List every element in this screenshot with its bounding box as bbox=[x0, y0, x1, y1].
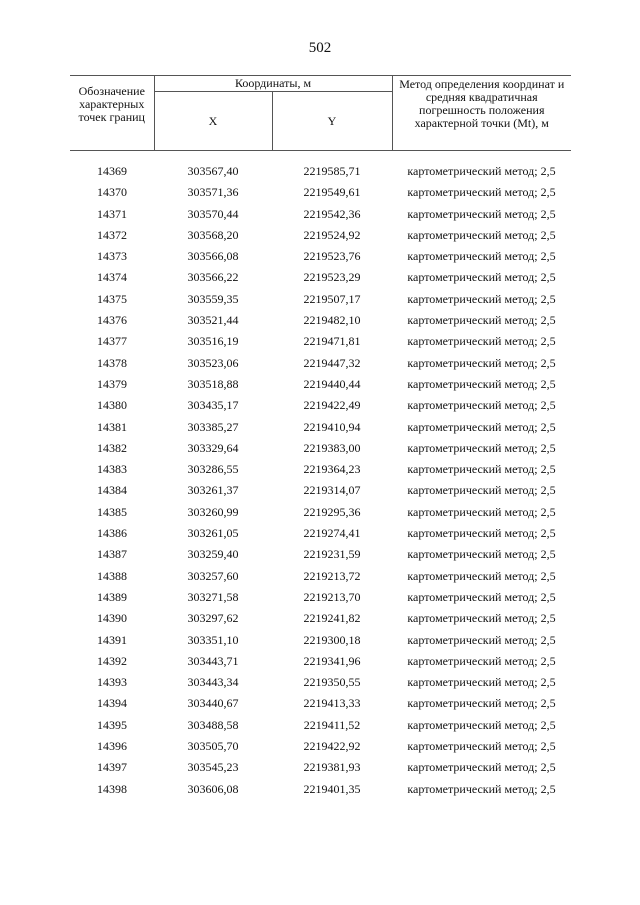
cell-point: 14389 bbox=[97, 589, 127, 604]
cell-point: 14370 bbox=[97, 185, 127, 200]
cell-method: картометрический метод; 2,5 bbox=[407, 653, 556, 668]
table-row bbox=[70, 608, 571, 629]
table-body bbox=[70, 151, 571, 800]
cell-method: картометрический метод; 2,5 bbox=[407, 675, 556, 690]
cell-point: 14393 bbox=[97, 675, 127, 690]
cell-method: картометрический метод; 2,5 bbox=[407, 504, 556, 519]
cell-point: 14376 bbox=[97, 313, 127, 328]
table-row bbox=[70, 587, 571, 608]
header-x: X bbox=[154, 92, 272, 151]
cell-method: картометрический метод; 2,5 bbox=[407, 440, 556, 455]
cell-x: 303261,05 bbox=[187, 526, 239, 541]
cell-x: 303260,99 bbox=[187, 504, 239, 519]
cell-x: 303329,64 bbox=[187, 440, 239, 455]
cell-x: 303567,40 bbox=[187, 164, 239, 178]
cell-y: 2219549,61 bbox=[303, 185, 361, 200]
cell-method: картометрический метод; 2,5 bbox=[407, 376, 556, 391]
table-row bbox=[70, 715, 571, 736]
cell-x: 303351,10 bbox=[187, 632, 239, 647]
cell-point: 14380 bbox=[97, 398, 127, 413]
cell-x: 303566,08 bbox=[187, 249, 239, 264]
cell-x: 303286,55 bbox=[187, 462, 239, 477]
cell-method: картометрический метод; 2,5 bbox=[407, 164, 556, 178]
cell-point: 14388 bbox=[97, 568, 127, 583]
table-row bbox=[70, 374, 571, 395]
cell-method: картометрический метод; 2,5 bbox=[407, 568, 556, 583]
cell-x: 303606,08 bbox=[187, 781, 239, 796]
cell-y: 2219585,71 bbox=[303, 164, 361, 178]
cell-method: картометрический метод; 2,5 bbox=[407, 355, 556, 370]
cell-y: 2219523,29 bbox=[303, 270, 361, 285]
cell-method: картометрический метод; 2,5 bbox=[407, 249, 556, 264]
table-row bbox=[70, 267, 571, 288]
table-row bbox=[70, 672, 571, 693]
cell-x: 303516,19 bbox=[187, 334, 239, 349]
table-row bbox=[70, 544, 571, 565]
cell-point: 14377 bbox=[97, 334, 127, 349]
cell-x: 303443,34 bbox=[187, 675, 239, 690]
table-row bbox=[70, 502, 571, 523]
cell-point: 14392 bbox=[97, 653, 127, 668]
cell-point: 14381 bbox=[97, 419, 127, 434]
table-row bbox=[70, 331, 571, 352]
cell-x: 303259,40 bbox=[187, 547, 239, 562]
cell-y: 2219231,59 bbox=[303, 547, 361, 562]
cell-y: 2219413,33 bbox=[303, 696, 361, 711]
table-row bbox=[70, 779, 571, 800]
table-row bbox=[70, 651, 571, 672]
cell-y: 2219341,96 bbox=[303, 653, 361, 668]
cell-point: 14397 bbox=[97, 760, 127, 775]
cell-method: картометрический метод; 2,5 bbox=[407, 334, 556, 349]
cell-point: 14374 bbox=[97, 270, 127, 285]
cell-method: картометрический метод; 2,5 bbox=[407, 419, 556, 434]
cell-y: 2219364,23 bbox=[303, 462, 361, 477]
cell-point: 14395 bbox=[97, 717, 127, 732]
cell-method: картометрический метод; 2,5 bbox=[407, 760, 556, 775]
header-designation: Обозначение характерных точек границ bbox=[70, 76, 154, 151]
cell-method: картометрический метод; 2,5 bbox=[407, 227, 556, 242]
coordinates-table-container bbox=[70, 75, 571, 800]
coordinates-table bbox=[70, 75, 571, 800]
cell-point: 14390 bbox=[97, 611, 127, 626]
cell-point: 14369 bbox=[97, 164, 127, 178]
table-row bbox=[70, 395, 571, 416]
cell-y: 2219300,18 bbox=[303, 632, 361, 647]
cell-x: 303571,36 bbox=[187, 185, 239, 200]
cell-x: 303545,23 bbox=[187, 760, 239, 775]
table-row bbox=[70, 182, 571, 203]
cell-y: 2219524,92 bbox=[303, 227, 361, 242]
cell-point: 14382 bbox=[97, 440, 127, 455]
cell-y: 2219447,32 bbox=[303, 355, 361, 370]
cell-point: 14394 bbox=[97, 696, 127, 711]
cell-y: 2219241,82 bbox=[303, 611, 361, 626]
cell-x: 303385,27 bbox=[187, 419, 239, 434]
table-row bbox=[70, 353, 571, 374]
cell-y: 2219383,00 bbox=[303, 440, 361, 455]
table-row bbox=[70, 480, 571, 501]
cell-point: 14375 bbox=[97, 291, 127, 306]
table-row bbox=[70, 310, 571, 331]
cell-y: 2219314,07 bbox=[303, 483, 361, 498]
table-row bbox=[70, 736, 571, 757]
cell-x: 303440,67 bbox=[187, 696, 239, 711]
cell-x: 303257,60 bbox=[187, 568, 239, 583]
cell-y: 2219295,36 bbox=[303, 504, 361, 519]
cell-x: 303518,88 bbox=[187, 376, 239, 391]
cell-x: 303297,62 bbox=[187, 611, 239, 626]
table-row bbox=[70, 417, 571, 438]
cell-x: 303435,17 bbox=[187, 398, 239, 413]
cell-x: 303566,22 bbox=[187, 270, 239, 285]
cell-y: 2219274,41 bbox=[303, 526, 361, 541]
table-row bbox=[70, 225, 571, 246]
header-coordinates: Координаты, м bbox=[154, 76, 392, 92]
table-row bbox=[70, 438, 571, 459]
cell-x: 303271,58 bbox=[187, 589, 239, 604]
cell-point: 14391 bbox=[97, 632, 127, 647]
cell-method: картометрический метод; 2,5 bbox=[407, 270, 556, 285]
cell-y: 2219381,93 bbox=[303, 760, 361, 775]
cell-method: картометрический метод; 2,5 bbox=[407, 589, 556, 604]
table-row bbox=[70, 757, 571, 778]
cell-point: 14398 bbox=[97, 781, 127, 796]
cell-y: 2219401,35 bbox=[303, 781, 361, 796]
table-row bbox=[70, 204, 571, 225]
cell-y: 2219422,92 bbox=[303, 739, 361, 754]
cell-method: картометрический метод; 2,5 bbox=[407, 717, 556, 732]
cell-method: картометрический метод; 2,5 bbox=[407, 206, 556, 221]
cell-y: 2219542,36 bbox=[303, 206, 361, 221]
cell-point: 14386 bbox=[97, 526, 127, 541]
table-row bbox=[70, 630, 571, 651]
cell-method: картометрический метод; 2,5 bbox=[407, 398, 556, 413]
cell-y: 2219523,76 bbox=[303, 249, 361, 264]
cell-method: картометрический метод; 2,5 bbox=[407, 696, 556, 711]
cell-x: 303523,06 bbox=[187, 355, 239, 370]
cell-y: 2219213,70 bbox=[303, 589, 361, 604]
cell-y: 2219440,44 bbox=[303, 376, 361, 391]
cell-y: 2219411,52 bbox=[303, 717, 361, 732]
cell-y: 2219482,10 bbox=[303, 313, 361, 328]
cell-x: 303505,70 bbox=[187, 739, 239, 754]
cell-method: картометрический метод; 2,5 bbox=[407, 462, 556, 477]
cell-point: 14385 bbox=[97, 504, 127, 519]
table-header bbox=[70, 76, 571, 151]
cell-point: 14378 bbox=[97, 355, 127, 370]
cell-y: 2219213,72 bbox=[303, 568, 361, 583]
cell-y: 2219471,81 bbox=[303, 334, 361, 349]
table-row bbox=[70, 523, 571, 544]
cell-method: картометрический метод; 2,5 bbox=[407, 526, 556, 541]
cell-method: картометрический метод; 2,5 bbox=[407, 739, 556, 754]
cell-x: 303521,44 bbox=[187, 313, 239, 328]
cell-point: 14387 bbox=[97, 547, 127, 562]
cell-point: 14396 bbox=[97, 739, 127, 754]
header-y: Y bbox=[272, 92, 392, 151]
cell-method: картометрический метод; 2,5 bbox=[407, 313, 556, 328]
page-number: 502 bbox=[308, 40, 332, 56]
cell-y: 2219422,49 bbox=[303, 398, 361, 413]
cell-y: 2219410,94 bbox=[303, 419, 361, 434]
cell-method: картометрический метод; 2,5 bbox=[407, 291, 556, 306]
cell-x: 303488,58 bbox=[187, 717, 239, 732]
cell-method: картометрический метод; 2,5 bbox=[407, 547, 556, 562]
cell-point: 14371 bbox=[97, 206, 127, 221]
cell-point: 14383 bbox=[97, 462, 127, 477]
cell-method: картометрический метод; 2,5 bbox=[407, 611, 556, 626]
header-method: Метод определения координат и средняя квадратичная погрешность положения характерной точки (Mt), м bbox=[392, 76, 571, 151]
cell-x: 303261,37 bbox=[187, 483, 239, 498]
cell-point: 14379 bbox=[97, 376, 127, 391]
cell-x: 303570,44 bbox=[187, 206, 239, 221]
table-row bbox=[70, 161, 571, 182]
cell-x: 303559,35 bbox=[187, 291, 239, 306]
cell-point: 14384 bbox=[97, 483, 127, 498]
cell-x: 303443,71 bbox=[187, 653, 239, 668]
cell-x: 303568,20 bbox=[187, 227, 239, 242]
table-row bbox=[70, 693, 571, 714]
cell-point: 14373 bbox=[97, 249, 127, 264]
cell-method: картометрический метод; 2,5 bbox=[407, 185, 556, 200]
cell-method: картометрический метод; 2,5 bbox=[407, 781, 556, 796]
cell-point: 14372 bbox=[97, 227, 127, 242]
cell-method: картометрический метод; 2,5 bbox=[407, 483, 556, 498]
table-row bbox=[70, 566, 571, 587]
table-row bbox=[70, 289, 571, 310]
table-row bbox=[70, 246, 571, 267]
cell-method: картометрический метод; 2,5 bbox=[407, 632, 556, 647]
table-row bbox=[70, 459, 571, 480]
cell-y: 2219350,55 bbox=[303, 675, 361, 690]
cell-y: 2219507,17 bbox=[303, 291, 361, 306]
